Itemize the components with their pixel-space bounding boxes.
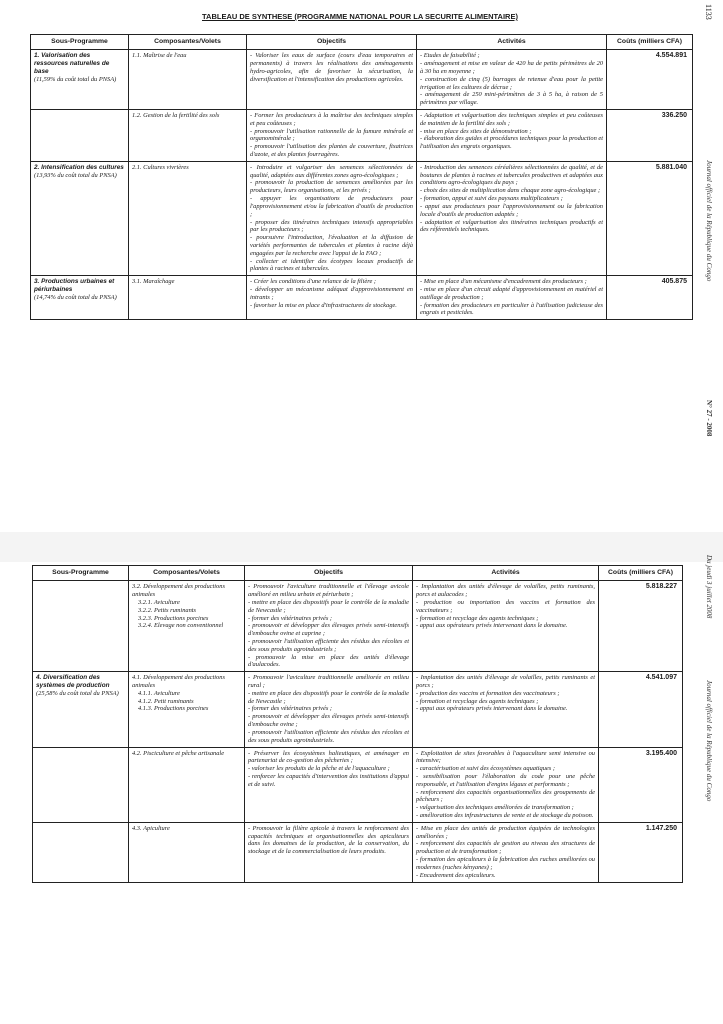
- objectives-cell: [245, 747, 413, 822]
- activity-item: - construction de cinq (5) barrages de retenue d'eau pour la petite irrigation et les cultures de décrue ;: [420, 75, 603, 91]
- component-name: 3.1. Maraîchage: [132, 278, 175, 286]
- objective-item: - promouvoir et développer des élevages privés semi-intensifs d'embouche ovine ;: [248, 713, 409, 729]
- cost-cell: 5.881.040: [607, 161, 693, 275]
- side-issue-number: N° 27 - 2008: [705, 400, 713, 437]
- component-name: 1.2. Gestion de la fertilité des sols: [132, 111, 220, 119]
- activities-cell: [413, 581, 599, 672]
- objective-item: - mettre en place des dispositifs pour le contrôle de la maladie de Newcastle ;: [248, 689, 409, 705]
- sous-programme-cell: [31, 50, 129, 110]
- objective-item: - mettre en place des dispositifs pour le contrôle de la maladie de Newcastle ;: [248, 598, 409, 614]
- objectives-cell: [247, 161, 417, 275]
- activity-item: - Exploitation de sites favorables à l'aquaculture semi intensive ou intensive;: [416, 749, 595, 765]
- objective-item: - former des vétérinaires privés ;: [248, 614, 333, 622]
- objective-item: - promouvoir l'utilisation rationnelle de la fumure minérale et organominérale ;: [250, 127, 413, 143]
- activity-item: - aménagement de 250 mini-périmètres de 3 à 5 ha, à raison de 5 périmètres par village.: [420, 91, 603, 107]
- activity-item: - Mise en place des unités de production équipées de technologies améliorées ;: [416, 824, 595, 840]
- table-header-row: [33, 566, 683, 581]
- activity-item: - choix des sites de multiplication dans chaque zone agro-écologique ;: [420, 187, 601, 195]
- objective-item: - favoriser la mise en place d'infrastructures de stockage.: [250, 301, 397, 309]
- objective-item: - promouvoir l'utilisation efficiente des résidus des récoltes et des sous produits agroindustriels.: [248, 728, 409, 744]
- activity-item: - Implantation des unités d'élevage de volailles, petits ruminants et porcs ;: [416, 674, 595, 690]
- sous-programme-cell: [33, 747, 129, 822]
- activity-item: - amélioration des infrastructures de vente et de stockage du poisson.: [416, 812, 594, 820]
- objectives-cell: [247, 276, 417, 320]
- sous-programme-name: 1. Valorisation des ressources naturelles de base: [34, 52, 110, 75]
- table-title: TABLEAU DE SYNTHESE (PROGRAMME NATIONAL POUR LA SECURITE ALIMENTAIRE): [202, 12, 518, 21]
- activities-cell: [417, 109, 607, 161]
- table-row: [31, 50, 693, 110]
- sous-programme-share: (13,93% du coût total du PNSA): [34, 171, 117, 179]
- objective-item: - Promouvoir l'aviculture traditionnelle améliorée en milieu rural ;: [248, 674, 409, 690]
- activity-item: - aménagement et mise en valeur de 420 ha de petits périmètres de 20 à 30 ha en moyenne ;: [420, 60, 603, 75]
- component-name: 4.3. Apiculture: [132, 824, 170, 832]
- cost-cell: 4.554.891: [607, 50, 693, 110]
- sub-component: 4.1.2. Petit ruminants: [138, 697, 194, 705]
- activities-cell: [417, 276, 607, 320]
- cost-cell: 336.250: [607, 109, 693, 161]
- activity-item: - formation et recyclage des agents techniques ;: [416, 614, 539, 622]
- table-row: [31, 276, 693, 320]
- header-activites: Activités: [417, 35, 607, 50]
- header-sous-programme: Sous-Programme: [31, 35, 129, 50]
- component-cell: [129, 109, 247, 161]
- activity-item: - formation, appui et suivi des paysans multiplicateurs ;: [420, 195, 563, 203]
- synthesis-table-part2: [32, 565, 683, 883]
- cost-cell: 405.875: [607, 276, 693, 320]
- side-journal-title-2: Journal officiel de la République du Congo: [705, 680, 713, 802]
- sous-programme-cell: [33, 581, 129, 672]
- objective-item: - promouvoir l'utilisation des plantes de couverture, fixatrices d'azote, et des plantes fourragères.: [250, 143, 413, 159]
- component-name: 4.1. Développement des productions animales: [132, 674, 225, 690]
- activity-item: - appui aux producteurs pour l'approvisionnement ou la fabrication locale d'outils de production adaptés ;: [420, 202, 603, 218]
- component-name: 2.1. Cultures vivrières: [132, 163, 189, 171]
- sous-programme-name: 4. Diversification des systèmes de production: [36, 674, 110, 690]
- table-row: [31, 161, 693, 275]
- activity-item: - Adaptation et vulgarisation des techniques simples et peu coûteuses de maintien de la fertilité des sols ;: [420, 111, 603, 127]
- activity-item: - formation et recyclage des agents techniques ;: [416, 697, 539, 705]
- header-couts: Coûts (milliers CFA): [599, 566, 683, 581]
- cost-cell: 3.195.400: [599, 747, 683, 822]
- activity-item: - élaboration des guides et procédures techniques pour la production et l'utilisation des engrais organiques.: [420, 135, 603, 151]
- sous-programme-share: (14,74% du coût total du PNSA): [34, 293, 117, 301]
- activity-item: - mise en place des sites de démonstration ;: [420, 127, 532, 135]
- component-name: 1.1. Maîtrise de l'eau: [132, 52, 187, 60]
- activity-item: - Implantation des unités d'élevage de volailles, petits ruminants, porcs et aulacodes ;: [416, 583, 595, 599]
- activities-cell: [413, 822, 599, 882]
- objective-item: - Préserver les écosystèmes halieutiques, et aménager en partenariat de co-gestion des pêcheries ;: [248, 749, 409, 765]
- activity-item: - appui aux opérateurs privés intervenant dans le domaine.: [416, 622, 568, 630]
- activity-item: - vulgarisation des techniques améliorées de transformation ;: [416, 804, 574, 812]
- sous-programme-name: 2. Intensification des cultures: [34, 163, 124, 171]
- header-objectifs: Objectifs: [245, 566, 413, 581]
- objective-item: - Créer les conditions d'une relance de la filière ;: [250, 278, 377, 286]
- table-body-part2: [33, 581, 683, 882]
- activities-cell: [417, 161, 607, 275]
- component-cell: [129, 672, 245, 747]
- header-sous-programme: Sous-Programme: [33, 566, 129, 581]
- objective-item: - appuyer les organisations de producteurs pour l'approvisionnement et/ou la fabrication d'outils de production ;: [250, 195, 413, 218]
- objectives-cell: [247, 50, 417, 110]
- table-row: [33, 672, 683, 747]
- sub-component: 4.1.1. Aviculture: [138, 689, 180, 697]
- activity-item: - renforcement des capacités de gestion au niveau des structures de production et de transformation ;: [416, 840, 595, 856]
- table-row: [33, 822, 683, 882]
- objective-item: - promouvoir la mise en place des unités d'élevage d'aulacodes.: [248, 653, 409, 669]
- table-row: [33, 747, 683, 822]
- sous-programme-cell: [33, 672, 129, 747]
- activity-item: - adaptation et vulgarisation des itinéraires techniques productifs et des référentiels techniques.: [420, 218, 603, 234]
- sous-programme-name: 3. Productions urbaines et périurbaines: [34, 278, 115, 294]
- activity-item: - formation des apiculteurs à la fabrication des ruches améliorées ou modernes (ruches kényanes) ;: [416, 856, 595, 871]
- activity-item: - formation des producteurs en particulier à l'utilisation judicieuse des engrais et pesticides.: [420, 301, 603, 317]
- objective-item: - promouvoir l'utilisation efficiente des résidus des récoltes et des sous produits agroindustriels ;: [248, 637, 409, 653]
- page-separator: [0, 532, 723, 562]
- table-body-part1: [31, 50, 693, 320]
- component-cell: [129, 161, 247, 275]
- table-header-row: [31, 35, 693, 50]
- sub-component: 4.1.3. Productions porcines: [138, 705, 209, 713]
- sub-component: 3.2.2. Petits ruminants: [138, 606, 197, 614]
- activity-item: - Etudes de faisabilité ;: [420, 52, 480, 60]
- activity-item: - Encadrement des apiculteurs.: [416, 871, 496, 879]
- sous-programme-cell: [33, 822, 129, 882]
- activity-item: - production ou importation des vaccins et formation des vaccinateurs ;: [416, 598, 595, 614]
- activities-cell: [413, 672, 599, 747]
- objective-item: - promouvoir et développer des élevages privés semi-intensifs d'embouche ovine et caprine ;: [248, 622, 409, 638]
- activity-item: - production des vaccins et formation des vaccinateurs ;: [416, 689, 560, 697]
- activity-item: - mise en place d'un circuit adapté d'approvisionnement en matériel et outillage de production ;: [420, 286, 603, 301]
- sous-programme-cell: [31, 276, 129, 320]
- objective-item: - former des vétérinaires privés ;: [248, 705, 333, 713]
- header-composantes: Composantes/Volets: [129, 566, 245, 581]
- cost-cell: 4.541.097: [599, 672, 683, 747]
- page-number: 1133: [704, 4, 713, 20]
- activity-item: - appui aux opérateurs privés intervenant dans le domaine.: [416, 705, 568, 713]
- objective-item: - développer un mécanisme adéquat d'approvisionnement en intrants ;: [250, 286, 413, 301]
- side-journal-title: Journal officiel de la République du Congo: [705, 160, 713, 282]
- sous-programme-cell: [31, 161, 129, 275]
- objective-item: - promouvoir la production de semences améliorées par les producteurs, leurs organisations, et les privés ;: [250, 179, 413, 195]
- objective-item: - valoriser les produits de la pêche et de l'aquaculture ;: [248, 765, 390, 773]
- activity-item: - Introduction des semences céréalières sélectionnées de qualité, et de boutures de plantes à racines et tubercules productives et adaptées aux conditions agro-écologiques du pays ;: [420, 163, 603, 187]
- objectives-cell: [247, 109, 417, 161]
- objective-item: - renforcer les capacités d'intervention des institutions d'appui et de suivi.: [248, 772, 409, 788]
- header-couts: Coûts (milliers CFA): [607, 35, 693, 50]
- cost-cell: 5.818.227: [599, 581, 683, 672]
- synthesis-table-part1: [30, 34, 693, 320]
- header-objectifs: Objectifs: [247, 35, 417, 50]
- table-row: [33, 581, 683, 672]
- objective-item: - Former les producteurs à la maîtrise des techniques simples et peu coûteuses ;: [250, 111, 413, 127]
- objective-item: - proposer des itinéraires techniques intensifs appropriables par les producteurs ;: [250, 218, 413, 234]
- objectives-cell: [245, 822, 413, 882]
- component-name: 3.2. Développement des productions animales: [132, 583, 225, 599]
- sous-programme-cell: [31, 109, 129, 161]
- component-cell: [129, 581, 245, 672]
- objective-item: - Promouvoir la filière apicole à travers le renforcement des capacités techniques et organisationnelles des apiculteurs dans les domaines de la production, de la conservation, du stockage et de la commercialisation de leurs produits.: [248, 824, 409, 856]
- cost-cell: 1.147.250: [599, 822, 683, 882]
- header-composantes: Composantes/Volets: [129, 35, 247, 50]
- sub-component: 3.2.3. Productions porcines: [138, 614, 209, 622]
- activity-item: - Mise en place d'un mécanisme d'encadrement des producteurs ;: [420, 278, 587, 286]
- side-date: Du jeudi 3 juillet 2008: [705, 555, 713, 619]
- table-row: [31, 109, 693, 161]
- objective-item: - Valoriser les eaux de surface (cours d'eau temporaires et permanents) à travers les réalisations des aménagements hydro-agricoles, afin de favoriser la sécurisation, la diversification et l'intensification des productions agricoles.: [250, 52, 413, 83]
- activities-cell: [417, 50, 607, 110]
- activity-item: - caractérisation et suivi des écosystèmes aquatiques ;: [416, 765, 555, 773]
- objective-item: - poursuivre l'introduction, l'évaluation et la diffusion de variétés performantes de tubercules et plantes à racine déjà engagées par la recherche avec l'appui de la FAO ;: [250, 234, 413, 257]
- activities-cell: [413, 747, 599, 822]
- objectives-cell: [245, 672, 413, 747]
- activity-item: - renforcement des capacités organisationnelles des groupements de pêcheurs ;: [416, 788, 595, 804]
- component-cell: [129, 276, 247, 320]
- sous-programme-share: (25,58% du coût total du PNSA): [36, 689, 119, 697]
- sub-component: 3.2.1. Aviculture: [138, 598, 180, 606]
- sub-component: 3.2.4. Elevage non conventionnel: [138, 622, 224, 630]
- objective-item: - Introduire et vulgariser des semences sélectionnées de qualité, adaptées aux différentes zones agro-écologiques ;: [250, 163, 413, 179]
- header-activites: Activités: [413, 566, 599, 581]
- component-cell: [129, 747, 245, 822]
- activity-item: - sensibilisation pour l'élaboration du code pour une pêche responsable, et l'utilisation d'engins légaux et performants ;: [416, 772, 595, 788]
- component-cell: [129, 50, 247, 110]
- component-cell: [129, 822, 245, 882]
- objective-item: - collecter et identifier des écotypes locaux productifs de plantes à racines et tubercules.: [250, 257, 413, 273]
- sous-programme-share: (11,59% du coût total du PNSA): [34, 75, 117, 83]
- objective-item: - Promouvoir l'aviculture traditionnelle et l'élevage avicole amélioré en milieu urbain et périurbain ;: [248, 583, 409, 599]
- component-name: 4.2. Pisciculture et pêche artisanale: [132, 749, 225, 757]
- objectives-cell: [245, 581, 413, 672]
